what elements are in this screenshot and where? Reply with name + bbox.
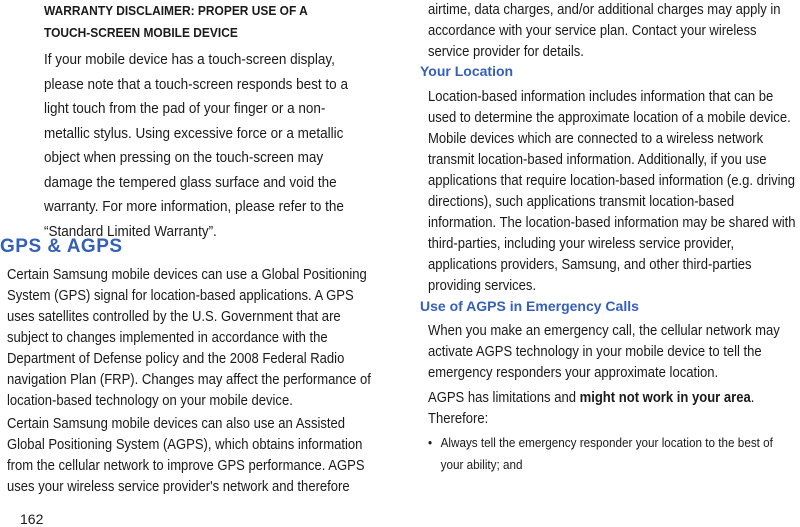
- bullet-text: Always tell the emergency responder your location to the best of your ability; and: [440, 435, 773, 472]
- bullet-icon: •: [428, 435, 433, 450]
- limitations-text: AGPS has limitations and: [428, 390, 580, 406]
- section-heading-gps-agps: GPS & AGPS: [0, 236, 123, 257]
- gps-paragraph: Certain Samsung mobile devices can use a Global Positioning System (GPS) signal for location-based applications. A GPS uses satellites controlled by the U.S. Government that are subject to changes implemented in accordance with the Department of Defense policy and the 2008 Federal Radio navigation Plan (FRP). Changes may affect the performance of location-based technology on your mobile device.: [7, 267, 371, 409]
- continuation-paragraph: airtime, data charges, and/or additional charges may apply in accordance with your service plan. Contact your wireless service provider for details.: [428, 2, 781, 60]
- limitations-paragraph: [428, 388, 800, 430]
- list-item: [428, 432, 793, 476]
- warranty-disclaimer-body: If your mobile device has a touch-screen display, please note that a touch-screen responds best to a light touch from the pad of your finger or a non-metallic stylus. Using excessive force or a metallic object when pressing on the touch-screen may damage the tempered glass surface and void the warranty. For more information, please refer to the “Standard Limited Warranty”.: [44, 51, 348, 240]
- location-paragraph: Location-based information includes information that can be used to determine the approximate location of a mobile device. Mobile devices which are connected to a wireless network transmit location-based information. Additionally, if you use applications that require location-based information (e.g. driving directions), such applications transmit location-based information. The location-based information may be shared with third-parties, including your wireless service provider, applications providers, Samsung, and other third-parties providing services.: [428, 89, 796, 294]
- page-number: 162: [20, 511, 44, 527]
- limitations-suffix: . Therefore:: [428, 390, 755, 427]
- emergency-paragraph: When you make an emergency call, the cellular network may activate AGPS technology in your mobile device to tell the emergency responders your approximate location.: [428, 323, 780, 381]
- heading-agps-emergency: Use of AGPS in Emergency Calls: [420, 298, 639, 314]
- heading-your-location: Your Location: [420, 63, 514, 79]
- agps-paragraph: Certain Samsung mobile devices can also use an Assisted Global Positioning System (AGPS), which obtains information from the cellular network to improve GPS performance. AGPS uses your wireless service provider's network and therefore: [7, 416, 365, 495]
- warranty-disclaimer-title: WARRANTY DISCLAIMER: PROPER USE OF A TOUCH-SCREEN MOBILE DEVICE: [44, 3, 308, 40]
- limitations-emphasis: might not work in your area: [579, 390, 751, 406]
